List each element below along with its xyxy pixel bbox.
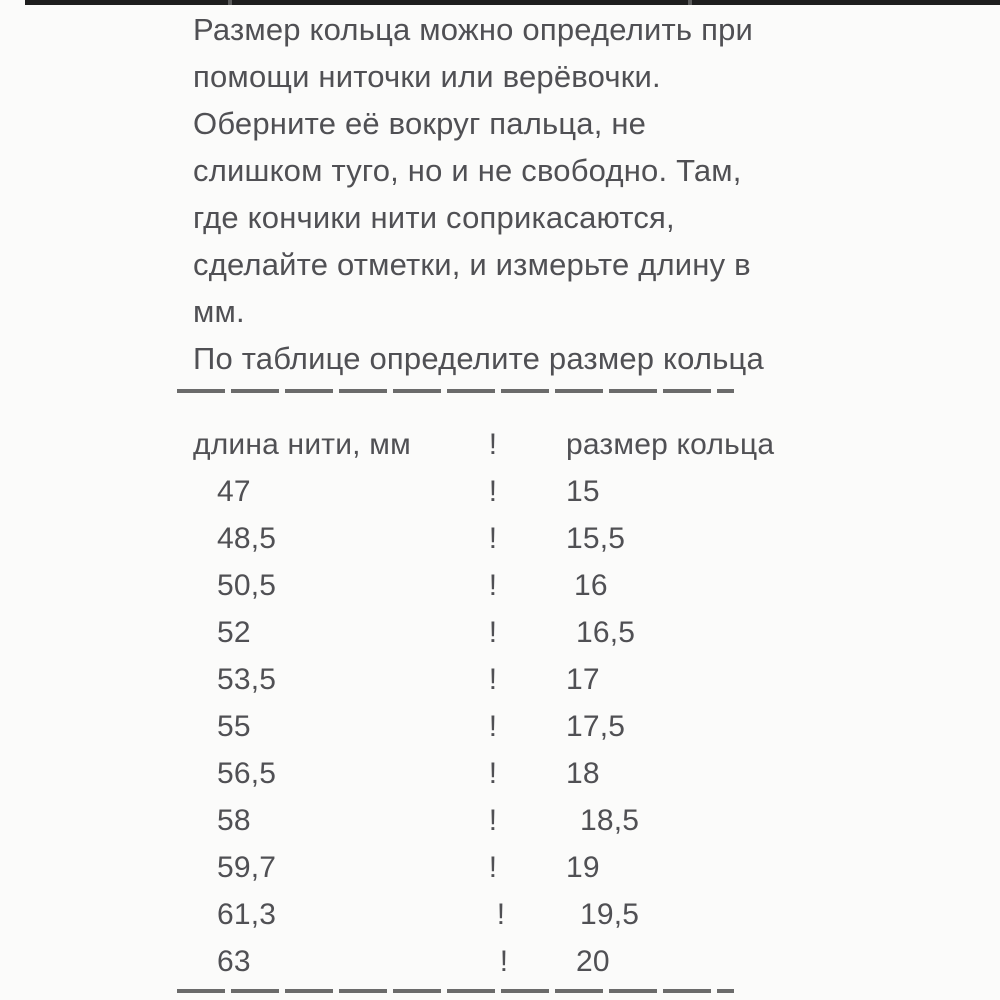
- top-edge-bar: [25, 0, 1000, 5]
- ring-size-value: 17,5: [566, 709, 626, 743]
- table-row: [193, 938, 833, 985]
- ring-size-instructions: [193, 6, 764, 382]
- ring-size-table: [193, 421, 833, 985]
- dashed-divider-top: [177, 389, 734, 393]
- table-row: [193, 468, 833, 515]
- row-separator: !: [488, 850, 498, 884]
- thread-length-value: 53,5: [217, 662, 277, 696]
- ring-size-value: 16,5: [576, 615, 636, 649]
- table-row: [193, 891, 833, 938]
- intro-line: мм.: [193, 294, 245, 329]
- table-row: [193, 656, 833, 703]
- row-separator: !: [488, 662, 498, 696]
- thread-length-value: 58: [217, 803, 251, 837]
- row-separator: !: [488, 756, 498, 790]
- row-separator: !: [496, 897, 506, 931]
- column-header-ring-size: размер кольца: [566, 427, 775, 461]
- thread-length-value: 55: [217, 709, 251, 743]
- ring-size-value: 18,5: [580, 803, 640, 837]
- thread-length-value: 61,3: [217, 897, 277, 931]
- table-header-row: [193, 421, 833, 468]
- row-separator: !: [488, 709, 498, 743]
- ring-size-value: 17: [566, 662, 600, 696]
- intro-line: Размер кольца можно определить при: [193, 12, 754, 47]
- intro-line: слишком туго, но и не свободно. Там,: [193, 153, 742, 188]
- table-row: [193, 515, 833, 562]
- column-header-thread-length: длина нити, мм: [193, 427, 411, 461]
- thread-length-value: 47: [217, 474, 251, 508]
- table-row: [193, 797, 833, 844]
- ring-size-value: 19: [566, 850, 600, 884]
- dashed-divider-bottom: [177, 989, 734, 993]
- intro-line: сделайте отметки, и измерьте длину в: [193, 247, 751, 282]
- thread-length-value: 48,5: [217, 521, 277, 555]
- row-separator: !: [488, 474, 498, 508]
- row-separator: !: [488, 568, 498, 602]
- thread-length-value: 59,7: [217, 850, 277, 884]
- row-separator: !: [488, 615, 498, 649]
- intro-line: По таблице определите размер кольца: [193, 341, 764, 376]
- row-separator: !: [488, 521, 498, 555]
- intro-line: помощи ниточки или верёвочки.: [193, 59, 661, 94]
- table-row: [193, 609, 833, 656]
- thread-length-value: 56,5: [217, 756, 277, 790]
- table-row: [193, 703, 833, 750]
- thread-length-value: 63: [217, 944, 251, 978]
- ring-size-value: 15,5: [566, 521, 626, 555]
- intro-line: Оберните её вокруг пальца, не: [193, 106, 647, 141]
- table-row: [193, 562, 833, 609]
- row-separator: !: [499, 944, 509, 978]
- ring-size-value: 19,5: [580, 897, 640, 931]
- ring-size-value: 15: [566, 474, 600, 508]
- ring-size-value: 18: [566, 756, 600, 790]
- intro-line: где кончики нити соприкасаются,: [193, 200, 675, 235]
- ring-size-value: 16: [574, 568, 608, 602]
- column-separator: !: [488, 427, 498, 461]
- thread-length-value: 50,5: [217, 568, 277, 602]
- ring-size-value: 20: [576, 944, 610, 978]
- table-row: [193, 750, 833, 797]
- table-row: [193, 844, 833, 891]
- row-separator: !: [488, 803, 498, 837]
- thread-length-value: 52: [217, 615, 251, 649]
